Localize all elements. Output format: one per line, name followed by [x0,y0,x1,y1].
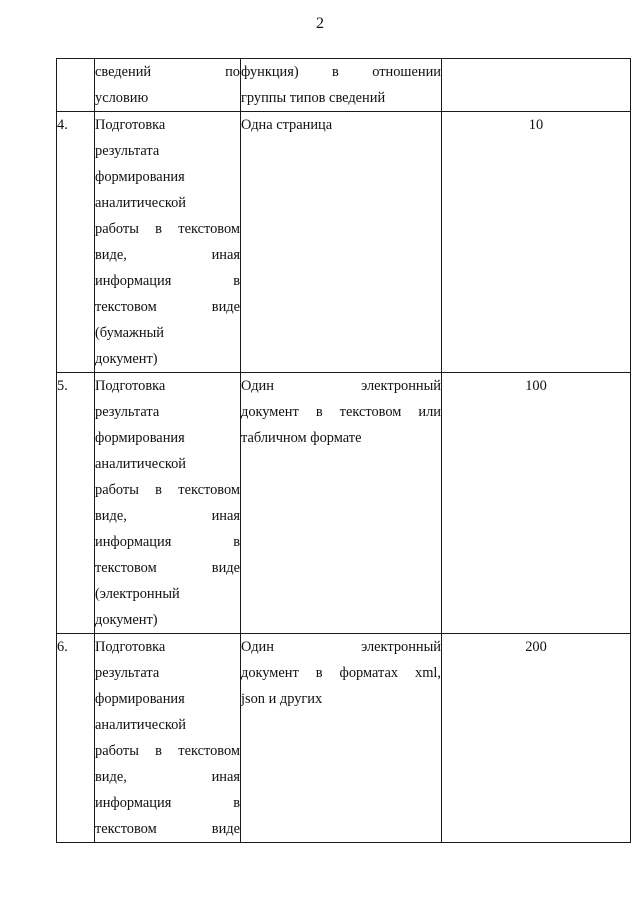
service-name-cell [95,634,241,843]
unit-cell [241,634,442,843]
service-name-line: работы в текстовом [95,221,240,237]
service-name-line: информация в [95,273,240,289]
table-row [57,634,631,843]
page-number: 2 [316,15,324,32]
service-name-cell [95,112,241,373]
value-cell: 10 [442,112,631,373]
unit-line: json и других [241,691,323,707]
service-name-line: сведений по [95,64,240,80]
service-name-line: Подготовка [95,378,166,394]
service-name-line: информация в [95,795,240,811]
service-name-line: текстовом виде [95,821,240,837]
service-name-line: результата [95,404,160,420]
service-name-line: (бумажный [95,325,164,341]
service-name-line: аналитической [95,195,187,211]
service-name-line: виде, иная [95,508,240,524]
unit-cell [241,373,442,634]
service-name-line: аналитической [95,456,187,472]
value-cell: 200 [442,634,631,843]
service-name-line: Подготовка [95,639,166,655]
unit-line: группы типов сведений [241,90,386,106]
service-name-line: результата [95,665,160,681]
service-name-line: работы в текстовом [95,482,240,498]
unit-cell [241,112,442,373]
service-name-line: виде, иная [95,247,240,263]
unit-line: Один электронный [241,378,441,394]
service-name-line: условию [95,90,149,106]
service-name-line: формирования [95,691,185,707]
unit-cell [241,59,442,112]
service-name-line: текстовом виде [95,560,240,576]
service-name-line: виде, иная [95,769,240,785]
service-name-line: документ) [95,612,158,628]
service-name-line: Подготовка [95,117,166,133]
service-name-line: аналитической [95,717,187,733]
service-name-line: текстовом виде [95,299,240,315]
service-name-line: (электронный [95,586,180,602]
row-number: 4. [57,112,95,373]
service-name-line: документ) [95,351,158,367]
service-name-line: формирования [95,169,185,185]
service-name-cell [95,59,241,112]
service-name-line: работы в текстовом [95,743,240,759]
unit-line: документ в форматах xml, [241,665,441,681]
row-number [57,59,95,112]
service-name-cell [95,373,241,634]
unit-line: функция) в отношении [241,64,441,80]
row-number: 5. [57,373,95,634]
unit-line: табличном формате [241,430,362,446]
service-name-line: формирования [95,430,185,446]
unit-line: Один электронный [241,639,441,655]
pricing-table [56,58,631,843]
unit-line: документ в текстовом или [241,404,441,420]
row-number: 6. [57,634,95,843]
table-row [57,59,631,112]
value-cell [442,59,631,112]
service-name-line: информация в [95,534,240,550]
unit-line: Одна страница [241,117,333,133]
table-row [57,373,631,634]
value-cell: 100 [442,373,631,634]
service-name-line: результата [95,143,160,159]
table-row [57,112,631,373]
